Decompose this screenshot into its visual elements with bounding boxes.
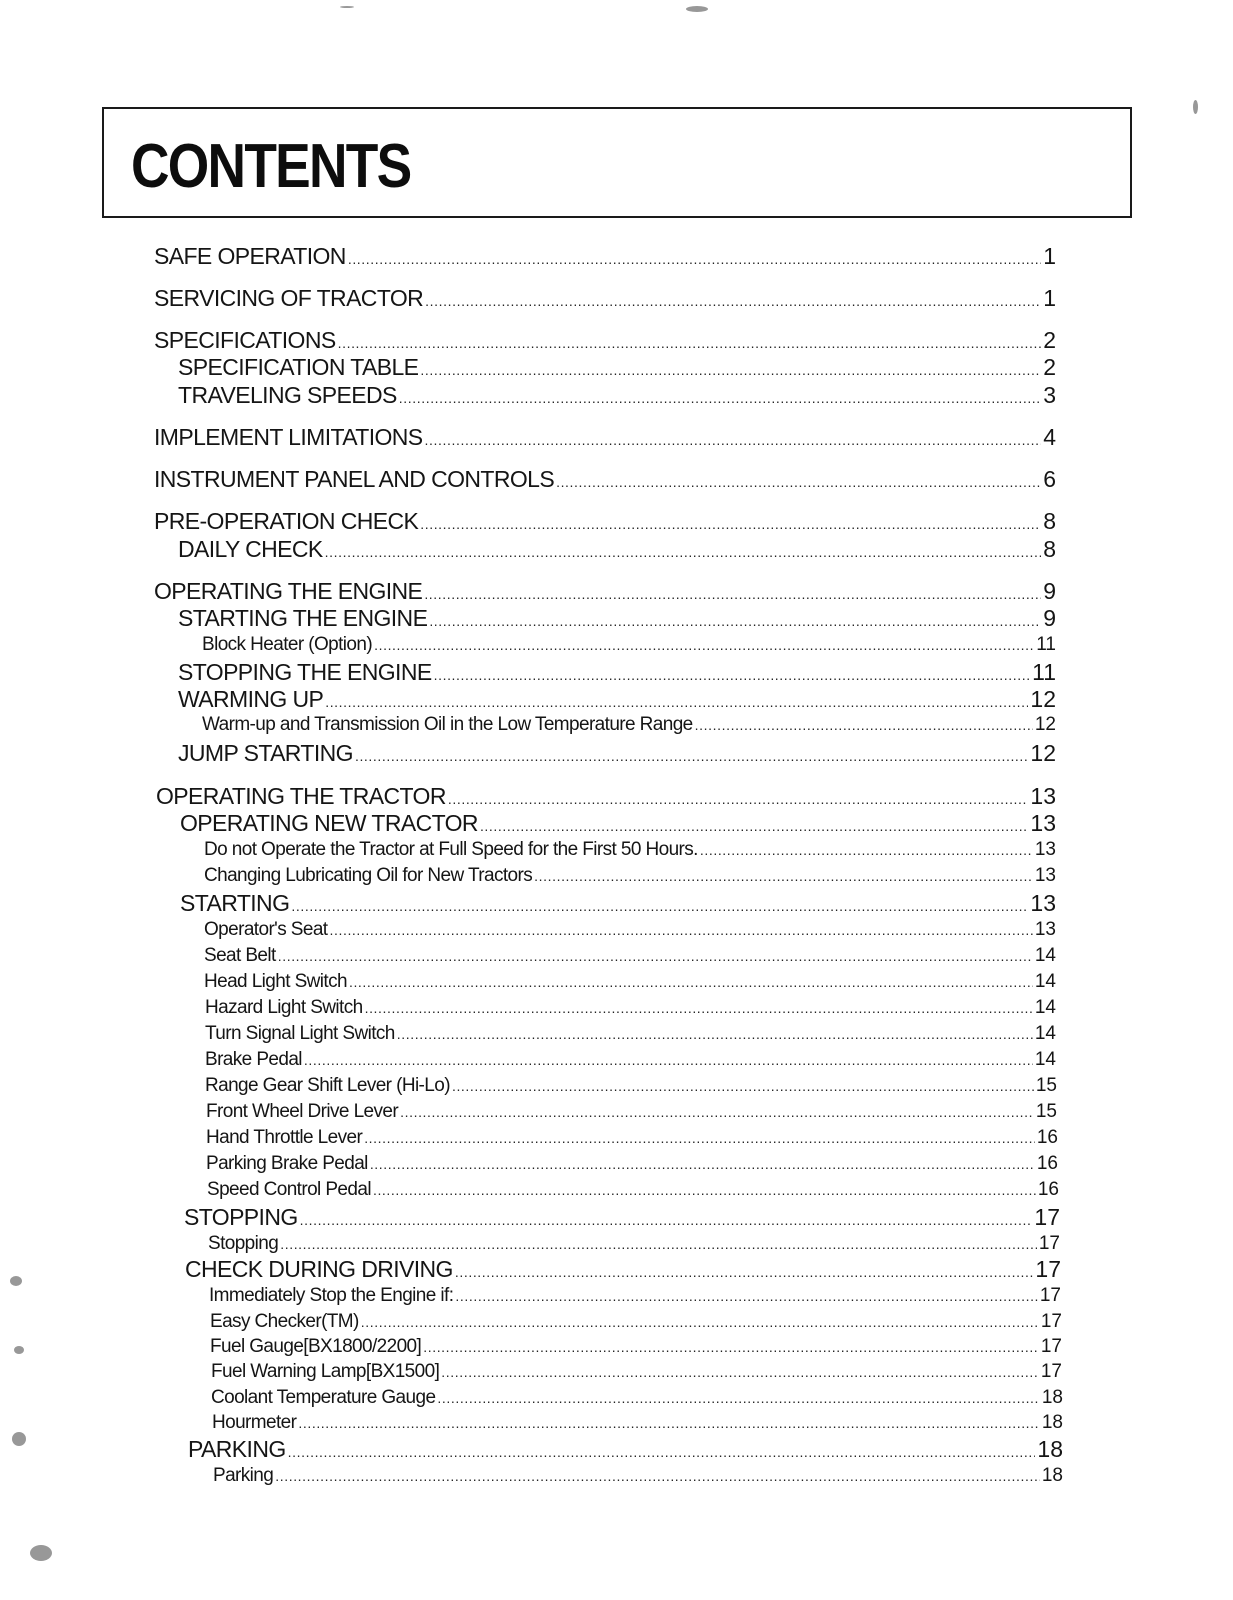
toc-entry [211,1361,1062,1383]
toc-entry [156,783,1056,810]
dot-leader [437,1390,1039,1406]
toc-entry-label: STOPPING THE ENGINE [178,659,432,685]
toc-entry-label: Hourmeter [212,1412,297,1433]
toc-entry-label: Front Wheel Drive Lever [206,1101,399,1122]
toc-entry-label: Fuel Warning Lamp[BX1500] [211,1361,440,1382]
dot-leader [364,1130,1035,1146]
toc-entry-page-number: 14 [1034,1023,1056,1044]
toc-entry [205,997,1056,1019]
dot-leader [448,791,1029,807]
dot-leader [325,544,1042,560]
dot-leader [278,948,1033,964]
toc-entry [212,1412,1063,1434]
toc-entry [178,605,1056,632]
toc-entry [154,578,1056,605]
toc-entry-page-number: 3 [1043,382,1056,408]
toc-entry [205,1075,1057,1097]
toc-entry-label: SPECIFICATIONS [154,327,336,353]
toc-entry-label: Immediately Stop the Engine if: [209,1285,454,1306]
toc-entry-page-number: 18 [1041,1412,1063,1433]
dot-leader [338,335,1042,351]
toc-entry-label: OPERATING NEW TRACTOR [180,810,478,836]
toc-entry-label: INSTRUMENT PANEL AND CONTROLS [154,466,555,492]
toc-entry-page-number: 13 [1034,839,1056,860]
toc-entry [206,1101,1057,1123]
dot-leader [452,1078,1034,1094]
toc-entry-label: SERVICING OF TRACTOR [154,285,424,311]
toc-entry-label: SAFE OPERATION [154,243,346,269]
toc-entry-label: STOPPING [184,1204,298,1230]
toc-entry-label: PRE-OPERATION CHECK [154,508,419,534]
dot-leader [534,868,1033,884]
dot-leader [348,251,1041,267]
toc-entry [202,634,1056,656]
toc-entry-page-number: 11 [1036,634,1056,655]
toc-entry-label: DAILY CHECK [178,536,323,562]
toc-entry-page-number: 12 [1034,714,1056,735]
dot-leader [373,1182,1036,1198]
toc-entry-page-number: 14 [1034,1049,1056,1070]
dot-leader [556,474,1041,490]
toc-entry-page-number: 2 [1043,327,1056,353]
toc-entry [209,1285,1061,1307]
dot-leader [425,293,1041,309]
dot-leader [365,1000,1033,1016]
toc-entry-page-number: 12 [1030,686,1056,712]
scan-speck [14,1346,24,1354]
toc-entry-page-number: 12 [1030,740,1056,766]
toc-entry-page-number: 4 [1043,424,1056,450]
toc-entry-label: OPERATING THE ENGINE [154,578,423,604]
toc-entry-label: WARMING UP [178,686,324,712]
toc-entry-label: OPERATING THE TRACTOR [156,783,446,809]
toc-entry [211,1387,1063,1409]
toc-entry [178,686,1056,713]
dot-leader [420,516,1041,532]
toc-entry-page-number: 15 [1035,1075,1057,1096]
toc-entry-page-number: 15 [1035,1101,1057,1122]
toc-entry-label: Hazard Light Switch [205,997,363,1018]
toc-entry-label: Hand Throttle Lever [206,1127,363,1148]
toc-entry [207,1179,1059,1201]
toc-entry-page-number: 18 [1041,1387,1063,1408]
dot-leader [425,432,1042,448]
toc-entry [213,1465,1063,1487]
toc-entry [206,1127,1058,1149]
dot-leader [349,974,1033,990]
toc-entry-page-number: 14 [1034,945,1056,966]
dot-leader [370,1156,1035,1172]
toc-entry-label: STARTING THE ENGINE [178,605,428,631]
dot-leader [441,1364,1039,1380]
toc-entry-page-number: 8 [1043,536,1056,562]
toc-entry-label: Do not Operate the Tractor at Full Speed for the First 50 Hours. [204,839,698,860]
toc-entry [202,714,1056,736]
toc-entry-label: Warm-up and Transmission Oil in the Low Temperature Range [202,714,693,735]
toc-entry [178,536,1056,563]
dot-leader [329,922,1032,938]
toc-entry-page-number: 2 [1043,354,1056,380]
toc-entry-page-number: 17 [1040,1311,1062,1332]
toc-entry-label: Parking [213,1465,274,1486]
toc-entry-label: CHECK DURING DRIVING [185,1256,453,1282]
toc-entry [204,839,1056,861]
toc-entry [178,659,1056,686]
toc-entry-page-number: 13 [1034,919,1056,940]
toc-entry [185,1256,1061,1283]
toc-entry [154,243,1056,270]
dot-leader [480,818,1028,834]
toc-entry-label: Range Gear Shift Lever (Hi-Lo) [205,1075,450,1096]
toc-entry-page-number: 17 [1038,1233,1060,1254]
dot-leader [455,1288,1037,1304]
toc-entry [208,1233,1060,1255]
toc-entry-page-number: 8 [1043,508,1056,534]
toc-entry [188,1436,1063,1463]
toc-entry [205,1023,1056,1045]
toc-entry [204,945,1056,967]
toc-entry [154,508,1056,535]
toc-entry-label: Turn Signal Light Switch [205,1023,395,1044]
toc-entry-label: Coolant Temperature Gauge [211,1387,436,1408]
toc-entry-label: Seat Belt [204,945,276,966]
dot-leader [397,1026,1033,1042]
toc-entry-page-number: 16 [1036,1153,1058,1174]
dot-leader [288,1444,1036,1460]
toc-entry-label: Easy Checker(TM) [210,1311,359,1332]
toc-entry-page-number: 17 [1040,1361,1062,1382]
toc-entry-page-number: 9 [1043,578,1056,604]
dot-leader [399,390,1041,406]
dot-leader [291,898,1028,914]
toc-entry-label: Operator's Seat [204,919,328,940]
dot-leader [298,1415,1040,1431]
dot-leader [374,637,1034,653]
dot-leader [325,694,1028,710]
toc-entry [204,971,1056,993]
toc-entry-page-number: 18 [1037,1436,1063,1462]
toc-entry [180,890,1056,917]
toc-entry-page-number: 17 [1034,1204,1060,1230]
toc-entry-page-number: 14 [1034,997,1056,1018]
toc-entry-page-number: 17 [1035,1256,1061,1282]
toc-entry-label: IMPLEMENT LIMITATIONS [154,424,423,450]
toc-entry-page-number: 17 [1039,1285,1061,1306]
toc-entry [180,810,1056,837]
scan-speck [10,1276,22,1286]
toc-entry-page-number: 9 [1043,605,1056,631]
dot-leader [434,667,1031,683]
toc-entry-label: Brake Pedal [205,1049,302,1070]
toc-entry [204,919,1056,941]
toc-entry-page-number: 13 [1030,783,1056,809]
toc-entry [210,1336,1062,1358]
dot-leader [400,1104,1034,1120]
toc-entry [154,466,1056,493]
toc-entry-page-number: 11 [1032,659,1056,685]
toc-entry-label: STARTING [180,890,290,916]
toc-entry-page-number: 17 [1040,1336,1062,1357]
toc-entry-label: SPECIFICATION TABLE [178,354,419,380]
toc-entry-page-number: 6 [1043,466,1056,492]
toc-entry-page-number: 1 [1043,243,1056,269]
toc-entry-page-number: 13 [1034,865,1056,886]
toc-entry-label: JUMP STARTING [178,740,353,766]
toc-entry-page-number: 1 [1043,285,1056,311]
toc-entry [178,740,1056,767]
scan-speck [12,1432,26,1446]
dot-leader [300,1212,1033,1228]
toc-entry-label: Parking Brake Pedal [206,1153,368,1174]
scan-speck [1193,100,1198,114]
scan-speck [30,1545,52,1561]
toc-entry-label: PARKING [188,1436,286,1462]
toc-entry [178,354,1056,381]
scan-speck [340,6,354,8]
toc-entry [204,865,1056,887]
toc-entry-label: Stopping [208,1233,279,1254]
dot-leader [280,1236,1037,1252]
dot-leader [424,586,1041,602]
toc-entry [206,1153,1058,1175]
dot-leader [700,842,1033,858]
toc-entry [205,1049,1056,1071]
toc-entry-label: Block Heater (Option) [202,634,373,655]
dot-leader [355,748,1028,764]
dot-leader [423,1339,1039,1355]
toc-entry [184,1204,1060,1231]
toc-entry-label: Fuel Gauge[BX1800/2200] [210,1336,422,1357]
page-title: CONTENTS [131,132,411,201]
dot-leader [275,1468,1040,1484]
toc-entry [210,1311,1062,1333]
scan-speck [686,6,708,12]
toc-entry [154,327,1056,354]
toc-entry-page-number: 16 [1036,1127,1058,1148]
toc-entry-label: Speed Control Pedal [207,1179,371,1200]
toc-entry-label: TRAVELING SPEEDS [178,382,397,408]
toc-entry-label: Head Light Switch [204,971,347,992]
toc-entry [154,424,1056,451]
toc-entry-page-number: 13 [1030,810,1056,836]
toc-entry-page-number: 14 [1034,971,1056,992]
dot-leader [361,1314,1039,1330]
dot-leader [429,613,1041,629]
dot-leader [304,1052,1033,1068]
toc-entry [154,285,1056,312]
toc-entry-page-number: 18 [1041,1465,1063,1486]
dot-leader [455,1264,1034,1280]
toc-entry-page-number: 16 [1037,1179,1059,1200]
dot-leader [420,362,1041,378]
toc-entry-label: Changing Lubricating Oil for New Tractors [204,865,533,886]
dot-leader [695,717,1033,733]
toc-entry [178,382,1056,409]
toc-entry-page-number: 13 [1030,890,1056,916]
